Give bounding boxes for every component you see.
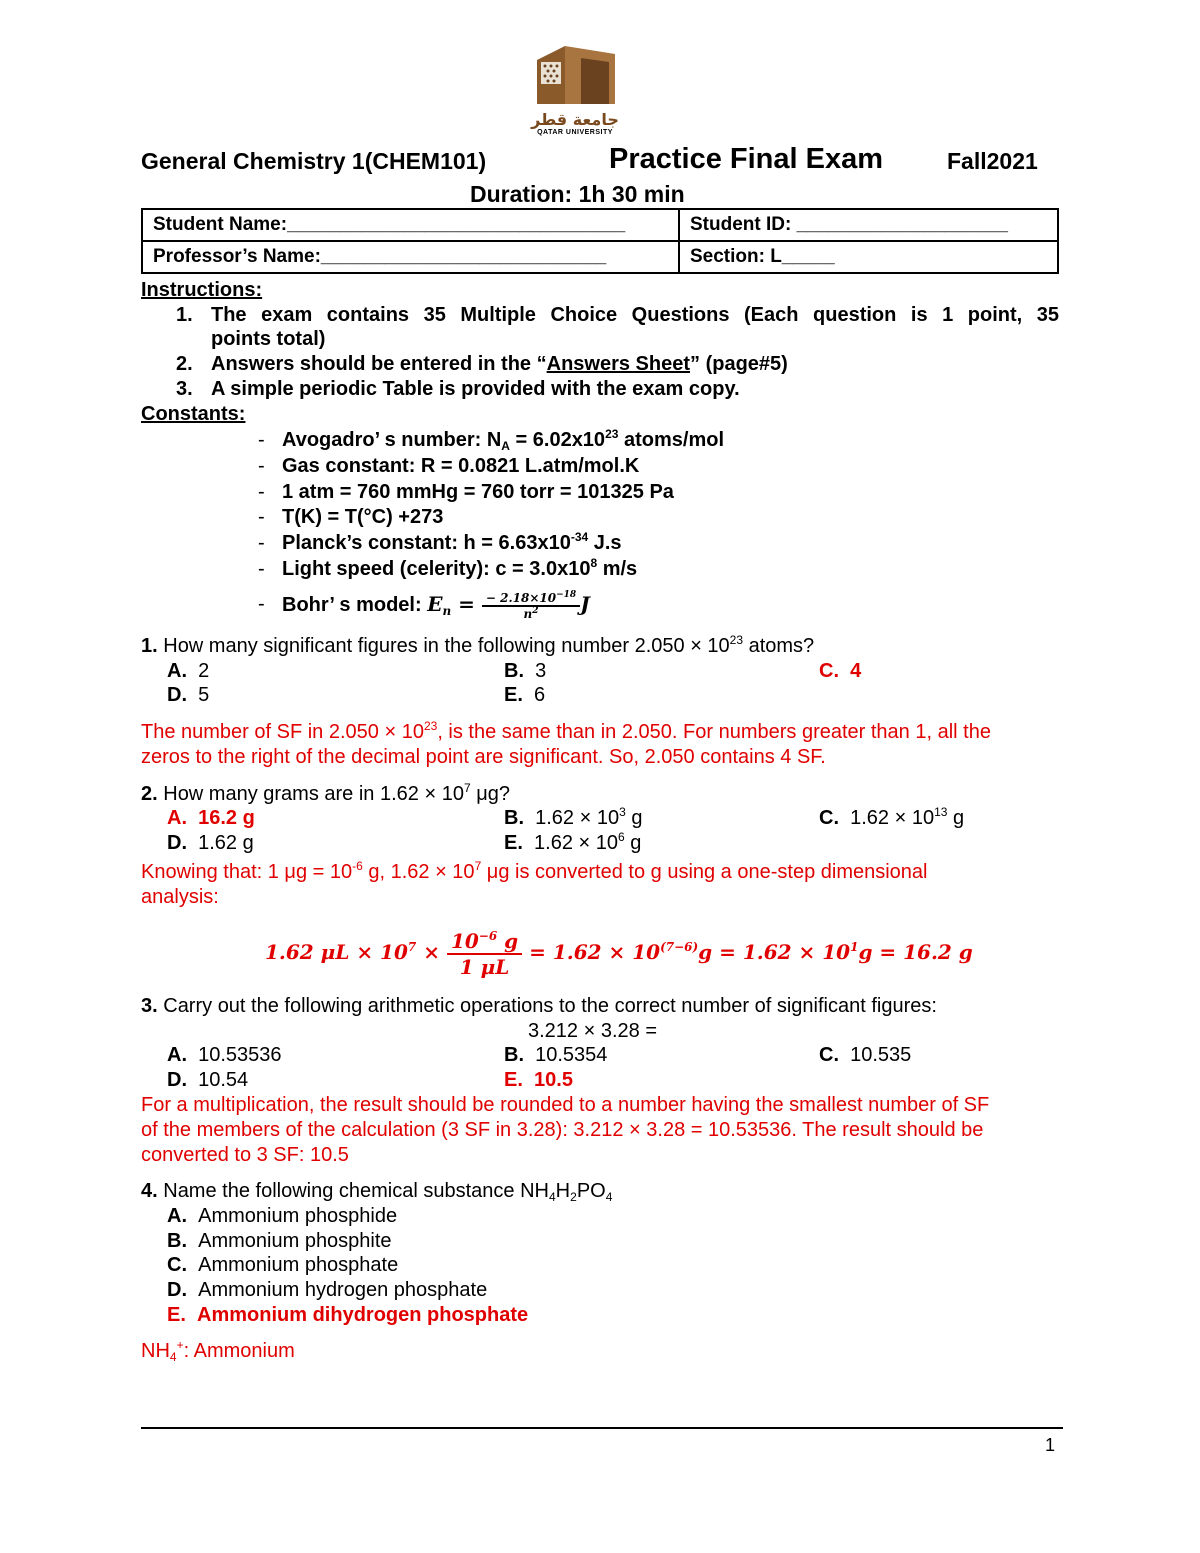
question-2: 2. How many grams are in $1.62 \times 10^7$ μg?: [141, 781, 510, 805]
q2-option-e[interactable]: E. $1.62 \times 10^6$ g: [504, 830, 642, 854]
page-number: 1: [1045, 1435, 1056, 1455]
q4-option-c[interactable]: C. Ammonium phosphate: [167, 1254, 399, 1276]
constant-dash: -: [258, 481, 265, 503]
q4-explanation: $NH_4^+$: Ammonium: [141, 1338, 295, 1364]
q4-option-a[interactable]: A. Ammonium phosphide: [167, 1205, 398, 1227]
q3-option-d[interactable]: D. 10.54: [167, 1069, 249, 1091]
question-4: 4. Name the following chemical substance $NH_4H_2PO_4$: [141, 1180, 613, 1204]
q3-option-a[interactable]: A. 10.53536: [167, 1044, 282, 1066]
question-1: 1. How many significant figures in the following number $2.050 \times 10^{23}$ atoms?: [141, 633, 815, 657]
q2-option-a-correct[interactable]: A. 16.2 g: [167, 807, 255, 829]
q4-option-e-correct[interactable]: E. Ammonium dihydrogen phosphate: [167, 1304, 529, 1326]
constant-gas: Gas constant: R = 0.0821 L.atm/mol.K: [282, 455, 640, 477]
q3-expression: 3.212 × 3.28 =: [528, 1020, 658, 1042]
constant-temperature: T(K) = T(°C) +273: [282, 506, 444, 528]
instruction-1-number: 1.: [176, 304, 193, 326]
constant-dash: -: [258, 429, 265, 451]
answers-sheet-link: Answers Sheet: [546, 353, 691, 375]
q1-option-d[interactable]: D. 5: [167, 684, 210, 706]
constant-atm: 1 atm = 760 mmHg = 760 torr = 101325 Pa: [282, 481, 674, 503]
student-id-field[interactable]: Student ID: ____________________: [679, 209, 1058, 241]
q1-option-a[interactable]: A. 2: [167, 660, 210, 682]
instruction-3-text: A simple periodic Table is provided with the exam copy.: [211, 378, 740, 400]
q3-explanation-end: converted to 3 SF: 10.5: [141, 1144, 349, 1166]
instructions-heading: Instructions:: [141, 279, 263, 301]
student-name-field[interactable]: Student Name:________________________________: [142, 209, 679, 241]
q2-option-d[interactable]: D. 1.62 g: [167, 832, 254, 854]
instruction-2-text: Answers should be entered in the “Answers Sheet” (page#5): [211, 353, 788, 375]
constants-heading: Constants:: [141, 403, 246, 425]
question-3: 3. Carry out the following arithmetic operations to the correct number of significant figures:: [141, 995, 937, 1017]
section-field[interactable]: Section: L_____: [679, 241, 1058, 273]
university-logo: [525, 44, 625, 136]
q1-explanation-cont: zeros to the right of the decimal point are significant. So, 2.050 contains 4 SF.: [141, 746, 826, 768]
q3-explanation: For a multiplication, the result should be rounded to a number having the smallest number of SF: [141, 1094, 990, 1116]
q2-equation: 1.62 $\mu L \times 10^7$ × $\frac{10^{-6} g}{1 \mu L}$ = $1.62 \times 10^{(7-6)}g = 1.62 \times 10^1g = 16.2$ g: [265, 928, 973, 979]
exam-term: Fall2021: [947, 148, 1038, 174]
logo-building-icon: [525, 44, 625, 106]
exam-title: Practice Final Exam: [609, 143, 884, 175]
constant-dash: -: [258, 593, 265, 615]
constant-bohr: Bohr’ s model: $E_n$ = $\frac{- 2.18\times 10^{-18}}{n^2}$ J: [282, 589, 590, 621]
q3-option-b[interactable]: B. 10.5354: [504, 1044, 608, 1066]
q2-explanation: Knowing that: 1 $\mu g = 10^{-6}$ g, $1.62 \times 10^7$ μg is converted to g using a one-step dimensional: [141, 859, 928, 883]
q3-option-c[interactable]: C. 10.535: [819, 1044, 912, 1066]
q4-option-b[interactable]: B. Ammonium phosphite: [167, 1230, 392, 1252]
q1-option-b[interactable]: B. 3: [504, 660, 547, 682]
q2-option-b[interactable]: B. $1.62 \times 10^3$ g: [504, 805, 643, 829]
professor-name-field[interactable]: Professor’s Name:___________________________: [142, 241, 679, 273]
q3-explanation-cont: of the members of the calculation (3 SF in 3.28): 3.212 × 3.28 = 10.53536. The result should be: [141, 1119, 984, 1141]
constant-dash: -: [258, 455, 265, 477]
course-title: General Chemistry 1(CHEM101): [141, 148, 487, 174]
q2-option-c[interactable]: C. $1.62 \times 10^{13}$ g: [819, 805, 965, 829]
footer-rule: [141, 1427, 1063, 1429]
instruction-3-number: 3.: [176, 378, 193, 400]
instruction-1-text: The exam contains 35 Multiple Choice Questions (Each question is 1 point, 35: [211, 304, 1059, 326]
q4-option-d[interactable]: D. Ammonium hydrogen phosphate: [167, 1279, 488, 1301]
exam-duration: Duration: 1h 30 min: [470, 181, 685, 207]
instruction-1-text-cont: points total): [211, 328, 326, 350]
constant-dash: -: [258, 532, 265, 554]
constant-dash: -: [258, 558, 265, 580]
q1-option-c-correct[interactable]: C. 4: [819, 660, 862, 682]
q3-option-e-correct[interactable]: E. 10.5: [504, 1069, 573, 1091]
constant-planck: Planck’s constant: $h = 6.63x10^{-34}$ J.s: [282, 530, 622, 554]
q2-explanation-cont: analysis:: [141, 886, 219, 908]
instruction-2-number: 2.: [176, 353, 193, 375]
logo-english-text: QATAR UNIVERSITY: [537, 129, 613, 136]
student-info-table: [141, 208, 1059, 274]
q1-explanation: The number of SF in $2.050 \times 10^{23}$, is the same than in 2.050. For numbers greater than 1, all the: [141, 719, 991, 743]
constant-light-speed: Light speed (celerity): $c = 3.0x10^8$ m/s: [282, 556, 638, 580]
q1-option-e[interactable]: E. 6: [504, 684, 546, 706]
constant-avogadro: Avogadro’ s number: $N_A = 6.02x10^{23}$ atoms/mol: [282, 427, 724, 453]
logo-arabic-text: جامعة قطر: [531, 110, 619, 129]
constant-dash: -: [258, 506, 265, 528]
